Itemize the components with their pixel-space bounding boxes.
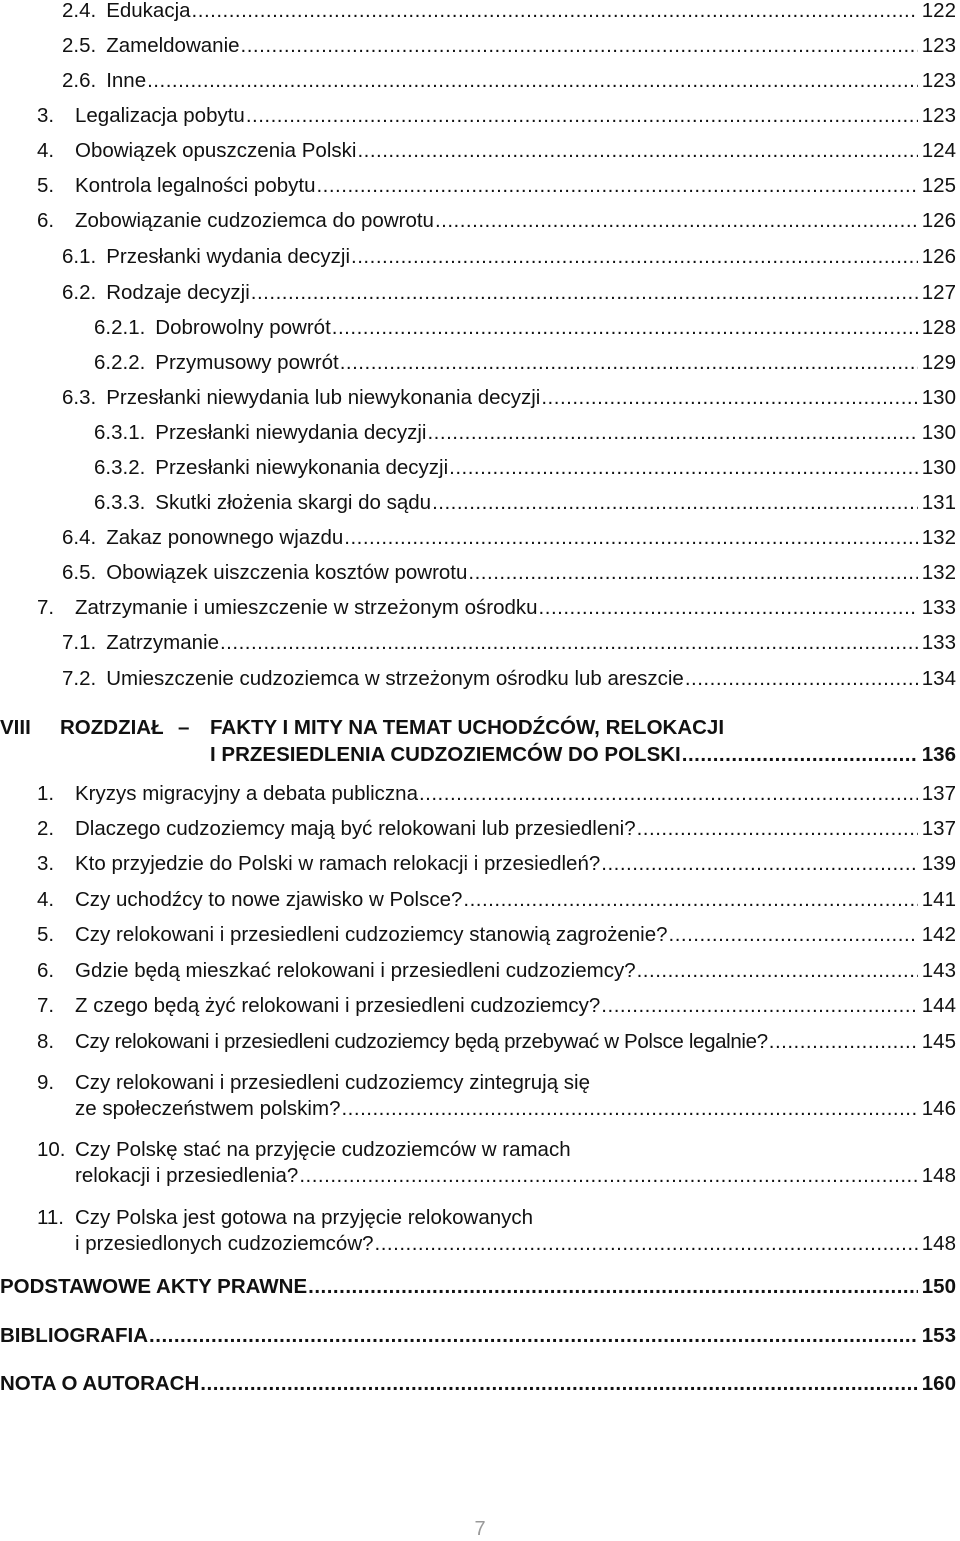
toc-entry-title: Przymusowy powrót	[155, 351, 339, 374]
toc-entry-number: 6.	[37, 959, 55, 982]
leader-dots	[351, 244, 918, 270]
toc-entry-title-line2: ze społeczeństwem polskim?	[75, 1097, 341, 1120]
toc-entry-number: 4.	[37, 888, 55, 911]
leader-dots	[220, 630, 918, 656]
toc-entry-page: 142	[921, 923, 956, 946]
toc-entry-title: Rodzaje decyzji	[106, 281, 250, 304]
toc-entry-number: 2.5.	[62, 34, 97, 57]
toc-entry-page: 128	[921, 316, 956, 339]
toc-entry-page: 141	[921, 888, 956, 911]
toc-entry[interactable]	[94, 412, 956, 446]
toc-entry-page: 133	[921, 596, 956, 619]
toc-entry[interactable]	[37, 985, 956, 1019]
toc-entry-title: Przesłanki wydania decyzji	[106, 245, 351, 268]
toc-entry[interactable]	[37, 165, 956, 199]
toc-entry-page: 145	[921, 1030, 956, 1053]
toc-entry-title: Zatrzymanie	[106, 631, 219, 654]
leader-dots	[463, 887, 918, 913]
toc-entry[interactable]	[75, 1088, 956, 1122]
toc-entry[interactable]	[62, 658, 956, 692]
toc-entry-title-line2: i przesiedlonych cudzoziemców?	[75, 1232, 374, 1255]
toc-entry-page: 150	[921, 1275, 956, 1298]
chapter-roman-numeral: VIII	[0, 716, 31, 739]
toc-entry-number: 5.	[37, 174, 55, 197]
toc-entry-number: 2.	[37, 817, 55, 840]
toc-entry[interactable]	[62, 236, 956, 270]
toc-entry-number: 6.3.3.	[94, 491, 146, 514]
toc-entry-number: 6.5.	[62, 561, 97, 584]
toc-entry-title: Czy relokowani i przesiedleni cudzoziemcy będą przebywać w Polsce legalnie?	[75, 1030, 768, 1053]
leader-dots	[601, 851, 918, 877]
toc-back-matter-entry[interactable]	[0, 1315, 956, 1349]
toc-entry-page: 137	[921, 817, 956, 840]
leader-dots	[147, 68, 918, 94]
toc-entry[interactable]	[94, 482, 956, 516]
toc-entry-title: PODSTAWOWE AKTY PRAWNE	[0, 1275, 308, 1298]
toc-entry-number: 6.2.1.	[94, 316, 146, 339]
toc-entry[interactable]	[94, 447, 956, 481]
leader-dots	[332, 315, 918, 341]
leader-dots	[299, 1163, 918, 1189]
chapter-title-line2: I PRZESIEDLENIA CUDZOZIEMCÓW DO POLSKI	[210, 743, 681, 766]
toc-entry[interactable]	[37, 1021, 956, 1055]
toc-entry-title-line1[interactable]: Czy Polska jest gotowa na przyjęcie relokowanych	[75, 1206, 534, 1229]
toc-entry[interactable]	[37, 200, 956, 234]
toc-entry-number: 7.	[37, 994, 55, 1017]
toc-entry-title: Przesłanki niewykonania decyzji	[155, 456, 449, 479]
toc-entry-number: 6.1.	[62, 245, 97, 268]
leader-dots	[341, 1096, 918, 1122]
toc-entry-page: 123	[921, 34, 956, 57]
toc-entry-title: Zameldowanie	[106, 34, 240, 57]
toc-entry-page: 130	[921, 386, 956, 409]
toc-entry-page: 144	[921, 994, 956, 1017]
toc-entry[interactable]	[37, 773, 956, 807]
toc-entry-title: Edukacja	[106, 0, 191, 22]
toc-entry-number: 6.3.	[62, 386, 97, 409]
toc-entry-page: 131	[921, 491, 956, 514]
toc-entry-title: Przesłanki niewydania decyzji	[155, 421, 427, 444]
toc-entry[interactable]	[62, 622, 956, 656]
toc-entry[interactable]	[62, 60, 956, 94]
toc-entry[interactable]	[62, 552, 956, 586]
toc-entry-number: 1.	[37, 782, 55, 805]
toc-entry-title: Przesłanki niewydania lub niewykonania decyzji	[106, 386, 541, 409]
toc-entry-number: 7.	[37, 596, 55, 619]
toc-entry[interactable]	[37, 587, 956, 621]
toc-entry[interactable]	[37, 950, 956, 984]
toc-entry-title: Zatrzymanie i umieszczenie w strzeżonym ośrodku	[75, 596, 538, 619]
toc-entry-page: 129	[921, 351, 956, 374]
toc-entry-page: 132	[921, 526, 956, 549]
toc-entry-number: 6.4.	[62, 526, 97, 549]
toc-entry-title: Czy uchodźcy to nowe zjawisko w Polsce?	[75, 888, 463, 911]
page-number: 7	[474, 1518, 486, 1540]
toc-entry-page: 153	[921, 1324, 956, 1347]
leader-dots	[539, 595, 918, 621]
leader-dots	[192, 0, 918, 24]
leader-dots	[682, 742, 918, 768]
leader-dots	[241, 33, 918, 59]
toc-entry-page: 148	[921, 1232, 956, 1255]
toc-entry-number: 3.	[37, 104, 55, 127]
toc-entry-number: 7.1.	[62, 631, 97, 654]
toc-entry-page: 132	[921, 561, 956, 584]
toc-entry-page: 148	[921, 1164, 956, 1187]
toc-entry-title-line2: relokacji i przesiedlenia?	[75, 1164, 299, 1187]
toc-entry-page: 126	[921, 245, 956, 268]
toc-entry-page: 127	[921, 281, 956, 304]
toc-entry-title: Zobowiązanie cudzoziemca do powrotu	[75, 209, 434, 232]
chapter-label: ROZDZIAŁ	[60, 716, 164, 739]
toc-entry[interactable]	[37, 914, 956, 948]
toc-entry[interactable]	[62, 377, 956, 411]
toc-entry-title: Kto przyjedzie do Polski w ramach relokacji i przesiedleń?	[75, 852, 601, 875]
leader-dots	[435, 208, 918, 234]
leader-dots	[541, 385, 918, 411]
toc-entry[interactable]	[94, 342, 956, 376]
leader-dots	[149, 1323, 918, 1349]
toc-entry-number: 2.4.	[62, 0, 97, 22]
toc-entry-title: Czy relokowani i przesiedleni cudzoziemcy stanowią zagrożenie?	[75, 923, 668, 946]
leader-dots	[468, 560, 918, 586]
toc-entry-title: Obowiązek opuszczenia Polski	[75, 139, 357, 162]
leader-dots	[308, 1274, 918, 1300]
leader-dots	[637, 816, 918, 842]
leader-dots	[685, 666, 918, 692]
toc-entry-title-line1[interactable]: Czy relokowani i przesiedleni cudzoziemcy zintegrują się	[75, 1071, 591, 1094]
toc-entry-page: 146	[921, 1097, 956, 1120]
leader-dots	[344, 525, 918, 551]
leader-dots	[375, 1231, 918, 1257]
toc-entry-title: BIBLIOGRAFIA	[0, 1324, 149, 1347]
toc-back-matter-entry[interactable]	[0, 1363, 956, 1397]
leader-dots	[637, 958, 918, 984]
toc-entry-page: 126	[921, 209, 956, 232]
leader-dots	[601, 993, 918, 1019]
toc-entry-title: NOTA O AUTORACH	[0, 1372, 200, 1395]
toc-entry-title: Kryzys migracyjny a debata publiczna	[75, 782, 418, 805]
toc-back-matter-entry[interactable]	[0, 1266, 956, 1300]
leader-dots	[769, 1029, 918, 1055]
toc-entry-page: 133	[921, 631, 956, 654]
leader-dots	[419, 781, 918, 807]
chapter-title-entry[interactable]	[210, 734, 956, 768]
toc-entry[interactable]	[75, 1155, 956, 1189]
toc-entry-number: 11.	[37, 1206, 64, 1229]
toc-entry-number: 7.2.	[62, 667, 97, 690]
toc-entry-title: Zakaz ponownego wjazdu	[106, 526, 344, 549]
toc-entry-title: Z czego będą żyć relokowani i przesiedleni cudzoziemcy?	[75, 994, 601, 1017]
toc-entry-number: 10.	[37, 1138, 66, 1161]
toc-entry-page: 130	[921, 421, 956, 444]
leader-dots	[669, 922, 918, 948]
toc-entry-page: 123	[921, 69, 956, 92]
toc-entry-title: Dlaczego cudzoziemcy mają być relokowani lub przesiedleni?	[75, 817, 636, 840]
toc-entry[interactable]	[62, 25, 956, 59]
toc-entry[interactable]	[37, 95, 956, 129]
toc-entry-number: 6.	[37, 209, 55, 232]
toc-entry-page: 160	[921, 1372, 956, 1395]
leader-dots	[357, 138, 918, 164]
toc-entry-page: 134	[921, 667, 956, 690]
toc-entry-number: 5.	[37, 923, 55, 946]
toc-entry-page: 123	[921, 104, 956, 127]
toc-entry-number: 3.	[37, 852, 55, 875]
toc-entry-page: 143	[921, 959, 956, 982]
leader-dots	[251, 280, 918, 306]
toc-entry-title: Dobrowolny powrót	[155, 316, 331, 339]
toc-entry-number: 6.3.1.	[94, 421, 146, 444]
toc-entry-page: 122	[921, 0, 956, 22]
toc-entry-title: Obowiązek uiszczenia kosztów powrotu	[106, 561, 468, 584]
chapter-title-line1: FAKTY I MITY NA TEMAT UCHODŹCÓW, RELOKACJI	[210, 716, 725, 739]
toc-entry[interactable]	[62, 272, 956, 306]
leader-dots	[200, 1371, 918, 1397]
toc-entry-title: Skutki złożenia skargi do sądu	[155, 491, 432, 514]
toc-entry-title: Inne	[106, 69, 147, 92]
toc-entry-page: 130	[921, 456, 956, 479]
chapter-dash: –	[178, 716, 190, 739]
leader-dots	[427, 420, 918, 446]
toc-entry-number: 6.2.	[62, 281, 97, 304]
leader-dots	[432, 490, 918, 516]
leader-dots	[340, 350, 918, 376]
toc-entry-number: 9.	[37, 1071, 55, 1094]
toc-entry-page: 125	[921, 174, 956, 197]
toc-entry-page: 139	[921, 852, 956, 875]
toc-entry-title-line1[interactable]: Czy Polskę stać na przyjęcie cudzoziemców w ramach	[75, 1138, 571, 1161]
chapter-page: 136	[921, 743, 956, 766]
toc-entry[interactable]	[37, 808, 956, 842]
toc-entry-number: 6.3.2.	[94, 456, 146, 479]
toc-entry-title: Gdzie będą mieszkać relokowani i przesiedleni cudzoziemcy?	[75, 959, 636, 982]
toc-entry-title: Umieszczenie cudzoziemca w strzeżonym ośrodku lub areszcie	[106, 667, 684, 690]
toc-entry-title: Kontrola legalności pobytu	[75, 174, 316, 197]
toc-entry[interactable]	[75, 1223, 956, 1257]
toc-entry[interactable]	[94, 307, 956, 341]
toc-entry-number: 8.	[37, 1030, 55, 1053]
toc-entry-title: Legalizacja pobytu	[75, 104, 245, 127]
toc-entry-page: 137	[921, 782, 956, 805]
toc-entry[interactable]	[37, 843, 956, 877]
leader-dots	[316, 173, 918, 199]
toc-entry[interactable]	[37, 130, 956, 164]
toc-entry-number: 6.2.2.	[94, 351, 146, 374]
toc-entry-number: 2.6.	[62, 69, 97, 92]
toc-entry-page: 124	[921, 139, 956, 162]
toc-entry[interactable]	[37, 879, 956, 913]
leader-dots	[449, 455, 918, 481]
toc-entry[interactable]	[62, 517, 956, 551]
toc-entry[interactable]	[62, 0, 956, 24]
leader-dots	[246, 103, 918, 129]
toc-entry-number: 4.	[37, 139, 55, 162]
